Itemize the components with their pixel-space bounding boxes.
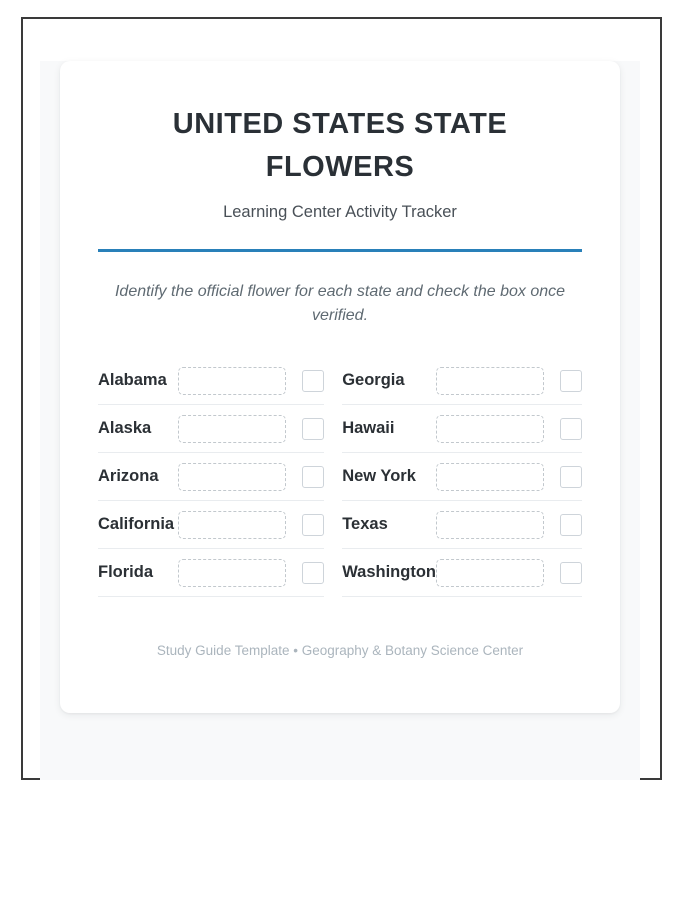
state-row [342, 501, 582, 549]
state-flower-input[interactable] [436, 415, 544, 443]
state-row [98, 549, 324, 597]
state-flower-input[interactable] [436, 463, 544, 491]
state-row [342, 453, 582, 501]
states-column-left [98, 357, 324, 597]
page-panel [40, 61, 640, 780]
state-row [98, 405, 324, 453]
state-flower-input[interactable] [436, 511, 544, 539]
verified-checkbox[interactable] [560, 514, 582, 536]
instruction-text: Identify the official flower for each state and check the box once verified. [114, 283, 566, 324]
state-row [98, 453, 324, 501]
state-flower-input[interactable] [436, 559, 544, 587]
verified-checkbox[interactable] [302, 514, 324, 536]
worksheet-frame [21, 17, 662, 780]
state-label: Hawaii [342, 419, 395, 437]
verified-checkbox[interactable] [560, 418, 582, 440]
state-flower-input[interactable] [178, 511, 286, 539]
state-row [342, 357, 582, 405]
state-label: Texas [342, 515, 388, 533]
state-label: Georgia [342, 371, 405, 389]
state-label: Alaska [98, 419, 152, 437]
state-row [98, 501, 324, 549]
state-row [342, 549, 582, 597]
state-label: California [98, 515, 175, 533]
footer-note: Study Guide Template • Geography & Botany Science Center [156, 643, 524, 658]
page-subtitle: Learning Center Activity Tracker [223, 203, 457, 221]
states-grid [98, 357, 582, 597]
state-row [98, 357, 324, 405]
verified-checkbox[interactable] [302, 466, 324, 488]
states-column-right [342, 357, 582, 597]
verified-checkbox[interactable] [302, 562, 324, 584]
state-label: Alabama [98, 371, 167, 389]
state-label: Washington [342, 563, 436, 581]
state-label: Florida [98, 563, 154, 581]
state-flower-input[interactable] [178, 463, 286, 491]
worksheet-card [60, 61, 620, 713]
verified-checkbox[interactable] [560, 562, 582, 584]
state-label: Arizona [98, 467, 159, 485]
accent-divider [98, 249, 582, 252]
state-flower-input[interactable] [178, 415, 286, 443]
state-label: New York [342, 467, 416, 485]
verified-checkbox[interactable] [302, 418, 324, 440]
verified-checkbox[interactable] [302, 370, 324, 392]
state-flower-input[interactable] [178, 367, 286, 395]
verified-checkbox[interactable] [560, 466, 582, 488]
verified-checkbox[interactable] [560, 370, 582, 392]
state-flower-input[interactable] [178, 559, 286, 587]
page-title: UNITED STATES STATE FLOWERS [172, 108, 508, 183]
state-row [342, 405, 582, 453]
state-flower-input[interactable] [436, 367, 544, 395]
